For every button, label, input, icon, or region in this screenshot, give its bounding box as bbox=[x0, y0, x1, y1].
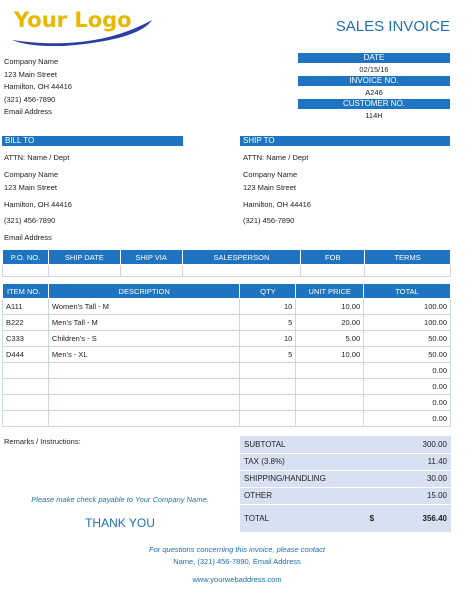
unit-price-cell[interactable]: 10.00 bbox=[296, 299, 364, 315]
thank-you: THANK YOU bbox=[85, 516, 155, 530]
remarks-label: Remarks / Instructions: bbox=[4, 437, 81, 446]
description-cell[interactable] bbox=[48, 379, 240, 395]
item-no-cell[interactable]: D444 bbox=[3, 347, 49, 363]
ship-to-address1: 123 Main Street bbox=[243, 183, 296, 192]
other-label: OTHER bbox=[240, 487, 366, 504]
bill-to-name: Company Name bbox=[4, 170, 59, 179]
line-total-cell[interactable]: 0.00 bbox=[364, 411, 451, 427]
bill-to-attn: ATTN: Name / Dept bbox=[4, 153, 70, 162]
invoice-no-label: INVOICE NO. bbox=[298, 76, 450, 86]
unit-price-cell[interactable] bbox=[296, 379, 364, 395]
logo-text: Your Logo bbox=[14, 8, 132, 32]
qty-cell[interactable]: 10 bbox=[240, 299, 296, 315]
invoice-no-value: A246 bbox=[365, 88, 383, 97]
qty-cell[interactable] bbox=[240, 379, 296, 395]
bill-to-email: Email Address bbox=[4, 233, 52, 242]
company-email: Email Address bbox=[4, 107, 52, 116]
item-no-cell[interactable]: C333 bbox=[3, 331, 49, 347]
total-value: 356.40 bbox=[406, 504, 451, 532]
table-row bbox=[3, 395, 451, 411]
date-value: 02/15/16 bbox=[359, 65, 389, 74]
description-cell[interactable] bbox=[48, 411, 240, 427]
description-cell[interactable]: Men's - XL bbox=[48, 347, 240, 363]
qty-cell[interactable] bbox=[240, 411, 296, 427]
subtotal-value: 300.00 bbox=[406, 436, 451, 453]
ship-to-header: SHIP TO bbox=[240, 136, 450, 146]
item-no-cell[interactable] bbox=[3, 363, 49, 379]
table-row bbox=[3, 363, 451, 379]
shipping-header-fob: FOB bbox=[301, 250, 365, 265]
line-total-cell[interactable]: 100.00 bbox=[364, 315, 451, 331]
items-table bbox=[2, 283, 451, 427]
shipping-cell[interactable] bbox=[365, 265, 451, 277]
company-logo bbox=[4, 4, 154, 46]
item-no-cell[interactable]: A111 bbox=[3, 299, 49, 315]
description-cell[interactable] bbox=[48, 395, 240, 411]
description-cell[interactable]: Men's Tall - M bbox=[48, 315, 240, 331]
items-header-qty: QTY bbox=[240, 284, 296, 299]
subtotal-label: SUBTOTAL bbox=[240, 436, 366, 453]
bill-to-address2: Hamilton, OH 44416 bbox=[4, 200, 72, 209]
date-label: DATE bbox=[298, 53, 450, 63]
table-row bbox=[3, 411, 451, 427]
tax-label: TAX (3.8%) bbox=[240, 453, 366, 470]
payable-note: Please make check payable to Your Company Name. bbox=[31, 495, 209, 504]
bill-to-header: BILL TO bbox=[2, 136, 183, 146]
other-value: 15.00 bbox=[406, 487, 451, 504]
ship-to-name: Company Name bbox=[243, 170, 298, 179]
item-no-cell[interactable] bbox=[3, 411, 49, 427]
item-no-cell[interactable]: B222 bbox=[3, 315, 49, 331]
shipping-handling-value: 30.00 bbox=[406, 470, 451, 487]
shipping-header-po: P.O. NO. bbox=[3, 250, 49, 265]
items-header-description: DESCRIPTION bbox=[48, 284, 240, 299]
description-cell[interactable]: Children's - S bbox=[48, 331, 240, 347]
shipping-cell[interactable] bbox=[3, 265, 49, 277]
shipping-cell[interactable] bbox=[120, 265, 182, 277]
footer-website[interactable]: www.yourwebaddress.com bbox=[192, 575, 282, 584]
unit-price-cell[interactable]: 10.00 bbox=[296, 347, 364, 363]
unit-price-cell[interactable]: 20.00 bbox=[296, 315, 364, 331]
company-phone: (321) 456-7890 bbox=[4, 94, 56, 104]
unit-price-cell[interactable] bbox=[296, 411, 364, 427]
shipping-header-ship-date: SHIP DATE bbox=[48, 250, 120, 265]
line-total-cell[interactable]: 0.00 bbox=[364, 395, 451, 411]
qty-cell[interactable] bbox=[240, 395, 296, 411]
bill-to-address1: 123 Main Street bbox=[4, 183, 57, 192]
description-cell[interactable] bbox=[48, 363, 240, 379]
shipping-header-ship-via: SHIP VIA bbox=[120, 250, 182, 265]
shipping-cell[interactable] bbox=[182, 265, 301, 277]
shipping-header-terms: TERMS bbox=[365, 250, 451, 265]
item-no-cell[interactable] bbox=[3, 379, 49, 395]
table-row bbox=[3, 379, 451, 395]
items-header-total: TOTAL bbox=[364, 284, 451, 299]
total-label: TOTAL bbox=[240, 504, 366, 532]
ship-to-address2: Hamilton, OH 44416 bbox=[243, 200, 311, 209]
ship-to-phone: (321) 456-7890 bbox=[243, 216, 295, 225]
company-name: Company Name bbox=[4, 57, 59, 66]
footer-questions: For questions concerning this invoice, please contact bbox=[149, 545, 325, 554]
unit-price-cell[interactable] bbox=[296, 395, 364, 411]
qty-cell[interactable]: 5 bbox=[240, 347, 296, 363]
table-row bbox=[3, 347, 451, 363]
customer-no-label: CUSTOMER NO. bbox=[298, 99, 450, 109]
line-total-cell[interactable]: 100.00 bbox=[364, 299, 451, 315]
shipping-cell[interactable] bbox=[48, 265, 120, 277]
items-header-item: ITEM NO. bbox=[3, 284, 49, 299]
table-row bbox=[3, 315, 451, 331]
qty-cell[interactable] bbox=[240, 363, 296, 379]
line-total-cell[interactable]: 50.00 bbox=[364, 331, 451, 347]
footer-contact: Name, (321) 456-7890, Email Address bbox=[173, 557, 301, 566]
customer-no-value: 114H bbox=[365, 111, 383, 120]
tax-value: 11.40 bbox=[406, 453, 451, 470]
qty-cell[interactable]: 10 bbox=[240, 331, 296, 347]
table-row bbox=[3, 331, 451, 347]
description-cell[interactable]: Women's Tall - M bbox=[48, 299, 240, 315]
summary-table bbox=[240, 436, 451, 533]
line-total-cell[interactable]: 50.00 bbox=[364, 347, 451, 363]
unit-price-cell[interactable] bbox=[296, 363, 364, 379]
shipping-handling-label: SHIPPING/HANDLING bbox=[240, 470, 366, 487]
company-address1: 123 Main Street bbox=[4, 69, 57, 79]
total-currency: $ bbox=[366, 504, 406, 532]
items-header-unit-price: UNIT PRICE bbox=[296, 284, 364, 299]
qty-cell[interactable]: 5 bbox=[240, 315, 296, 331]
line-total-cell[interactable]: 0.00 bbox=[364, 363, 451, 379]
line-total-cell[interactable]: 0.00 bbox=[364, 379, 451, 395]
ship-to-attn: ATTN: Name / Dept bbox=[243, 153, 309, 162]
shipping-cell[interactable] bbox=[301, 265, 365, 277]
item-no-cell[interactable] bbox=[3, 395, 49, 411]
invoice-title: SALES INVOICE bbox=[335, 18, 450, 35]
bill-to-phone: (321) 456-7890 bbox=[4, 216, 56, 225]
shipping-table bbox=[2, 249, 451, 277]
shipping-header-salesperson: SALESPERSON bbox=[182, 250, 301, 265]
company-address2: Hamilton, OH 44416 bbox=[4, 82, 72, 91]
unit-price-cell[interactable]: 5.00 bbox=[296, 331, 364, 347]
table-row bbox=[3, 299, 451, 315]
